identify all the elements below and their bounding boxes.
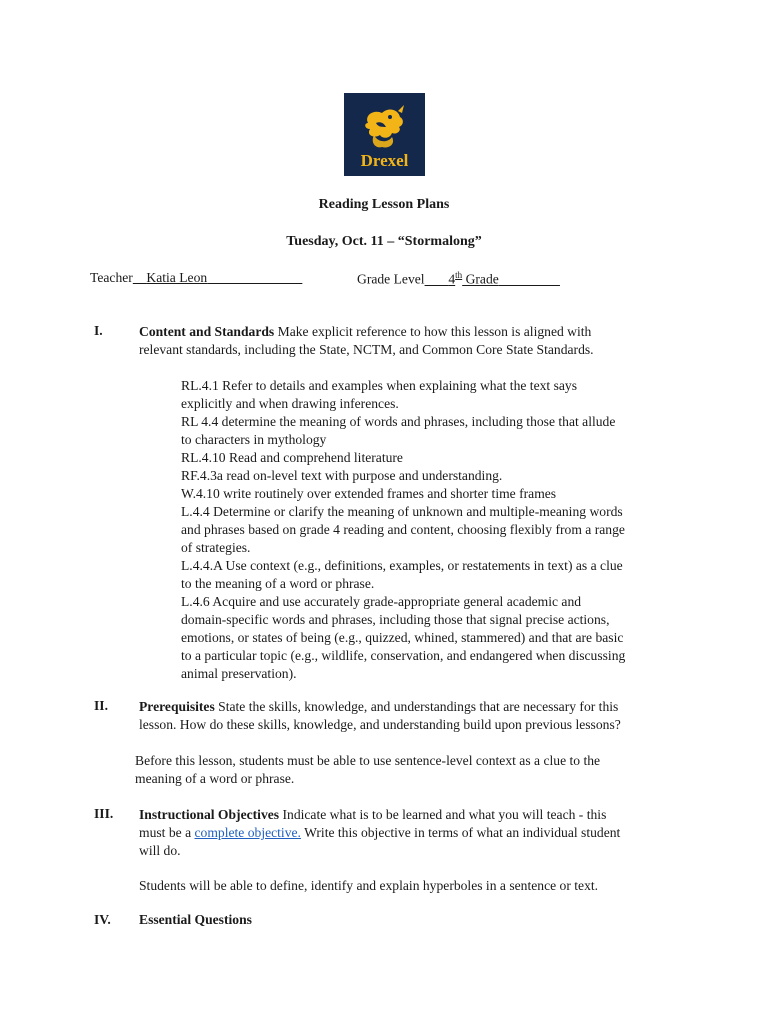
standards-line: RF.4.3a read on-level text with purpose and understanding.	[181, 468, 503, 483]
section-2-body: Before this lesson, students must be able to use sentence-level context as a clue to the meaning of a word or phrase.	[135, 753, 601, 786]
section-3-intro: Instructional Objectives Indicate what is to be learned and what you will teach - this must be a complete objective. Write this objective in terms of what an individual student will do.	[139, 807, 621, 858]
standards-line: to characters in mythology	[181, 432, 327, 447]
standards-line: L.4.4 Determine or clarify the meaning of unknown and multiple-meaning words	[181, 504, 623, 519]
grade-value: 4	[448, 271, 456, 287]
standards-line: and phrases based on grade 4 reading and content, choosing flexibly from a range	[181, 522, 625, 537]
standards-line: L.4.4.A Use context (e.g., definitions, examples, or restatements in text) as a clue	[181, 558, 623, 573]
grade-suffix: Grade	[462, 271, 499, 287]
section-1-heading: Content and Standards	[139, 324, 275, 339]
standards-line: of strategies.	[181, 540, 251, 555]
standards-line: RL.4.1 Refer to details and examples when explaining what the text says	[181, 378, 578, 393]
standards-list	[181, 377, 681, 683]
standards-line: animal preservation).	[181, 666, 297, 681]
teacher-field	[90, 270, 302, 286]
standards-line: domain-specific words and phrases, including those that signal precise actions,	[181, 612, 610, 627]
section-3-heading: Instructional Objectives	[139, 807, 280, 822]
section-4-number: IV.	[94, 912, 111, 927]
teacher-value: Katia Leon	[146, 270, 208, 285]
teacher-label: Teacher	[90, 270, 133, 285]
grade-sup: th	[455, 270, 463, 280]
teacher-blank-pre	[133, 270, 147, 285]
drexel-logo	[344, 93, 425, 176]
logo-text: Drexel	[360, 151, 409, 170]
standards-line: emotions, or states of being (e.g., quizzed, whined, stammered) and that are basic	[181, 630, 624, 645]
section-1-number: I.	[94, 323, 103, 338]
document-title: Reading Lesson Plans	[318, 197, 450, 212]
standards-line: to a particular topic (e.g., wildlife, conservation, and endangered when discussing	[181, 648, 626, 663]
complete-objective-link[interactable]: complete objective.	[194, 825, 301, 840]
section-3-number: III.	[94, 806, 114, 821]
section-2-intro: Prerequisites State the skills, knowledge, and understandings that are necessary for this lesson. How do these skills, knowledge, and understanding build upon previous lessons?	[139, 699, 621, 732]
section-4-heading: Essential Questions	[139, 912, 252, 927]
standards-line: explicitly and when drawing inferences.	[181, 396, 399, 411]
section-3-body: Students will be able to define, identify and explain hyperboles in a sentence or text.	[139, 878, 599, 893]
section-2-heading: Prerequisites	[139, 699, 215, 714]
grade-label: Grade Level	[357, 271, 425, 287]
standards-line: W.4.10 write routinely over extended frames and shorter time frames	[181, 486, 557, 501]
grade-field	[357, 270, 560, 288]
section-1-intro: Content and Standards Make explicit reference to how this lesson is aligned with relevant standards, including the State, NCTM, and Common Core State Standards.	[139, 324, 594, 357]
section-2-number: II.	[94, 698, 108, 713]
standards-line: RL.4.10 Read and comprehend literature	[181, 450, 403, 465]
document-subtitle: Tuesday, Oct. 11 – “Stormalong”	[286, 234, 482, 249]
teacher-blank-post	[207, 270, 302, 285]
standards-line: to the meaning of a word or phrase.	[181, 576, 375, 591]
standards-line: RL 4.4 determine the meaning of words and phrases, including those that allude	[181, 414, 616, 429]
standards-line: L.4.6 Acquire and use accurately grade-appropriate general academic and	[181, 594, 582, 609]
